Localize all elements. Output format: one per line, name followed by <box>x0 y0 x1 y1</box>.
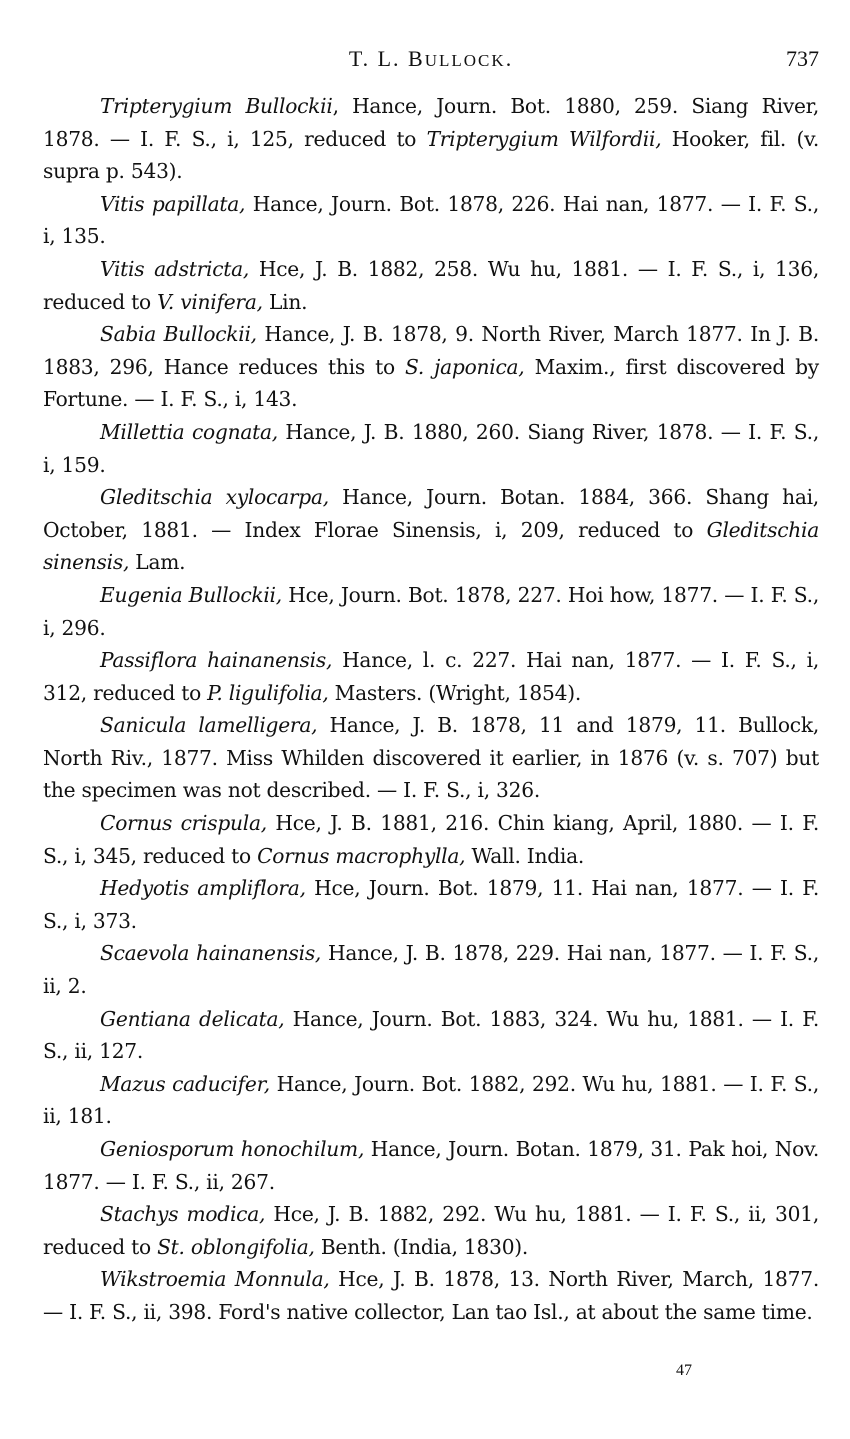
species-name: Eugenia Bullockii, <box>100 582 282 607</box>
entry-vitis-papillata <box>43 188 819 253</box>
entry-text: Hance, J. B. 1880, 260. Siang River, 1878. — I. F. S., i, 159. <box>43 419 819 477</box>
entry-wikstroemia-monnula <box>43 1263 819 1328</box>
entry-text: Hance, l. c. 227. Hai nan, 1877. — I. F. S., i, 312, reduced to <box>43 648 819 705</box>
entry-text: Hance, Journ. Botan. 1884, 366. Shang hai, October, 1881. — Index Florae Sinensis, i, 209, reduced to <box>43 485 819 542</box>
entry-text-tail: Maxim., first discovered by Fortune. — I. F. S., i, 143. <box>43 354 819 412</box>
entry-eugenia-bullockii <box>43 579 819 644</box>
running-head-suffix: . <box>505 46 514 71</box>
species-name: Scaevola hainanensis, <box>100 941 322 966</box>
reduced-species-name: S. japonica, <box>404 354 525 379</box>
reduced-species-name: P. ligulifolia, <box>207 680 329 705</box>
entry-text-tail: Wall. India. <box>465 843 585 868</box>
entry-text-tail: Benth. (India, 1830). <box>314 1234 529 1259</box>
species-name: Geniosporum honochilum, <box>100 1137 365 1161</box>
entry-text: Hce, J. B. 1882, 292. Wu hu, 1881. — I. F. S., ii, 301, reduced to <box>43 1202 820 1259</box>
reduced-species-name: Cornus macrophylla, <box>257 843 466 868</box>
entry-millettia-cognata <box>43 416 819 481</box>
entry-passiflora-hainanensis <box>43 644 819 709</box>
entry-text: Hce, Journ. Bot. 1878, 227. Hoi how, 1877. — I. F. S., i, 296. <box>43 582 819 640</box>
species-name: Cornus crispula, <box>100 811 267 836</box>
entry-text: Hce, J. B. 1878, 13. North River, March, 1877. — I. F. S., ii, 398. Ford's native collector, Lan tao Isl., at about the same time. <box>43 1267 819 1324</box>
species-name: Vitis adstricta, <box>100 256 250 281</box>
entry-text: Hance, Journ. Bot. 1883, 324. Wu hu, 1881. — I. F. S., ii, 127. <box>43 1006 819 1064</box>
entry-text: Hce, Journ. Bot. 1879, 11. Hai nan, 1877. — I. F. S., i, 373. <box>43 876 819 933</box>
reduced-species-name: Gleditschia sinensis, <box>43 517 819 575</box>
reduced-species-name: St. oblongifolia, <box>157 1234 315 1259</box>
page <box>43 40 819 1329</box>
species-name: Wikstroemia Monnula, <box>100 1267 330 1292</box>
entry-stachys-modica <box>43 1198 819 1263</box>
entry-cornus-crispula <box>43 807 819 872</box>
running-head-prefix: T. L. B <box>348 46 425 71</box>
entry-text-tail: Lam. <box>129 550 186 575</box>
page-number: 737 <box>786 46 819 71</box>
species-name: Passiflora hainanensis, <box>100 648 333 673</box>
reduced-species-name: Tripterygium Wilfordii, <box>426 126 662 151</box>
entry-sabia-bullockii <box>43 318 819 416</box>
entry-text: Hce, J. B. 1881, 216. Chin kiang, April, 1880. — I. F. S., i, 345, reduced to <box>43 811 819 868</box>
entry-gleditschia-xylocarpa <box>43 481 819 579</box>
entry-text: Hce, J. B. 1882, 258. Wu hu, 1881. — I. F. S., i, 136, reduced to <box>43 256 819 314</box>
entry-text: Hance, J. B. 1878, 9. North River, March 1877. In J. B. 1883, 296, Hance reduces this to <box>43 322 819 379</box>
species-name: Mazus caducifer, <box>100 1071 270 1096</box>
entry-vitis-adstricta <box>43 253 819 318</box>
species-name: Stachys modica, <box>100 1202 266 1227</box>
reduced-species-name: V. vinifera, <box>157 289 263 314</box>
species-name: Tripterygium Bullockii <box>100 94 333 118</box>
entry-text: Hance, J. B. 1878, 11 and 1879, 11. Bullock, North Riv., 1877. Miss Whilden discovered it earlier, in 1876 (v. s. 707) but the specimen was not described. — I. F. S., i, 326. <box>43 713 819 803</box>
species-name: Gleditschia xylocarpa, <box>100 485 329 510</box>
signature-mark: 47 <box>676 1362 692 1379</box>
entry-text: Hance, Journ. Bot. 1882, 292. Wu hu, 1881. — I. F. S., ii, 181. <box>43 1071 819 1129</box>
running-head-smallcaps: ULLOCK <box>424 51 506 70</box>
running-head <box>43 46 819 72</box>
entry-scaevola-hainanensis <box>43 937 819 1002</box>
entry-text-tail: Hooker, fil. (v. supra p. 543). <box>43 126 819 184</box>
entry-text: Hance, J. B. 1878, 229. Hai nan, 1877. — I. F. S., ii, 2. <box>43 941 819 999</box>
entry-hedyotis-ampliflora <box>43 872 819 937</box>
entry-sanicula-lamelligera <box>43 709 819 807</box>
species-name: Sabia Bullockii, <box>100 322 257 347</box>
entry-text: Hance, Journ. Botan. 1879, 31. Pak hoi, Nov. 1877. — I. F. S., ii, 267. <box>43 1137 819 1194</box>
entry-geniosporum-honochilum <box>43 1133 819 1198</box>
entry-text-tail: Masters. (Wright, 1854). <box>328 680 582 705</box>
species-name: Sanicula lamelligera, <box>100 713 318 738</box>
species-name: Gentiana delicata, <box>100 1006 285 1031</box>
entry-gentiana-delicata <box>43 1003 819 1068</box>
entry-text: , Hance, Journ. Bot. 1880, 259. Siang River, 1878. — I. F. S., i, 125, reduced to <box>43 94 820 151</box>
entry-list <box>43 90 819 1329</box>
entry-text: Hance, Journ. Bot. 1878, 226. Hai nan, 1877. — I. F. S., i, 135. <box>43 191 819 249</box>
species-name: Vitis papillata, <box>100 191 246 216</box>
entry-mazus-caducifer <box>43 1068 819 1133</box>
page-header <box>43 40 819 82</box>
entry-tripterygium-bullockii <box>43 90 819 188</box>
entry-text-tail: Lin. <box>262 289 308 314</box>
species-name: Millettia cognata, <box>100 419 278 444</box>
species-name: Hedyotis ampliflora, <box>100 876 306 901</box>
